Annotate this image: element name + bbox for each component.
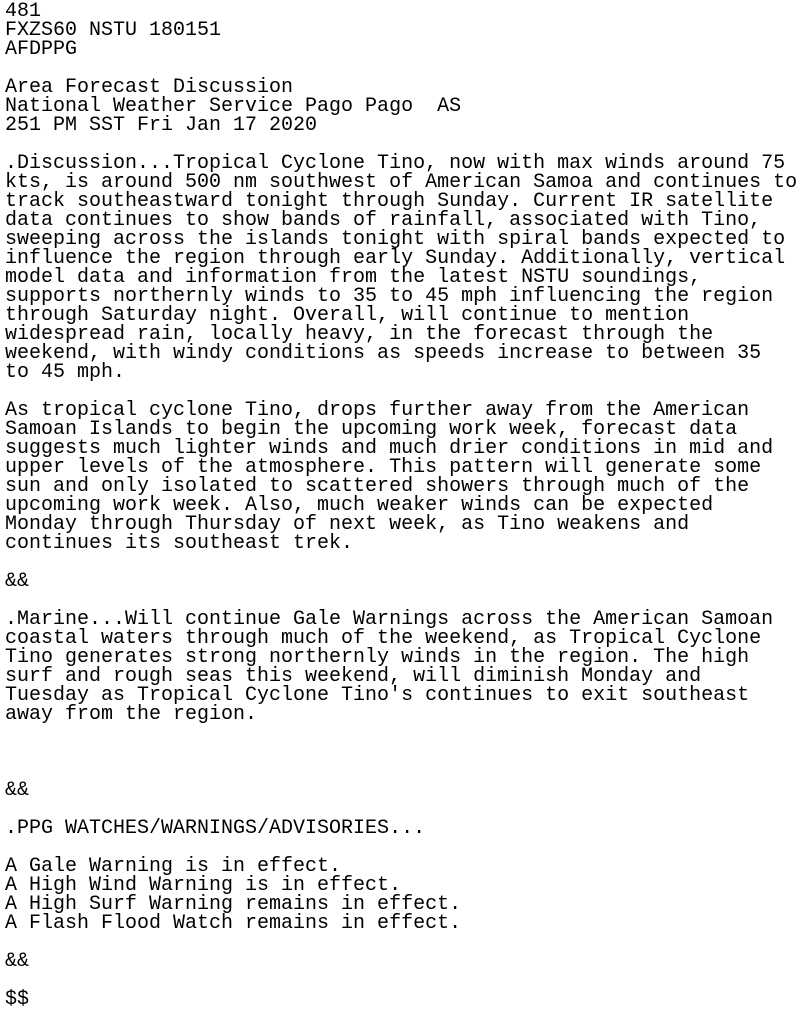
text-line: 481 — [5, 0, 42, 23]
text-line: FXZS60 NSTU 180151 — [5, 19, 222, 42]
text-line: $$ — [5, 988, 30, 1011]
text-line: Samoan Islands to begin the upcoming work week, forecast data — [5, 418, 738, 441]
text-line: through Saturday night. Overall, will continue to mention — [5, 304, 690, 327]
text-line: model data and information from the latest NSTU soundings, — [5, 266, 702, 289]
text-line: && — [5, 950, 30, 973]
text-line: Area Forecast Discussion — [5, 76, 294, 99]
text-line: Tino generates strong northernly winds in the region. The high — [5, 646, 750, 669]
text-line: A Flash Flood Watch remains in effect. — [5, 912, 462, 935]
text-line — [5, 724, 801, 743]
text-line: upcoming work week. Also, much weaker winds can be expected — [5, 494, 714, 517]
text-line: weekend, with windy conditions as speeds increase to between 35 — [5, 342, 762, 365]
text-line: 251 PM SST Fri Jan 17 2020 — [5, 114, 318, 137]
text-line: && — [5, 570, 30, 593]
text-line: data continues to show bands of rainfall, associated with Tino, — [5, 209, 762, 232]
text-line: As tropical cyclone Tino, drops further away from the American — [5, 399, 750, 422]
text-line: sweeping across the islands tonight with spiral bands expected to — [5, 228, 786, 251]
text-line: .PPG WATCHES/WARNINGS/ADVISORIES... — [5, 817, 426, 840]
text-line: suggests much lighter winds and much drier conditions in mid and — [5, 437, 774, 460]
text-line: Tuesday as Tropical Cyclone Tino's continues to exit southeast — [5, 684, 750, 707]
text-line: widespread rain, locally heavy, in the forecast through the — [5, 323, 714, 346]
text-line: influence the region through early Sunday. Additionally, vertical — [5, 247, 786, 270]
text-line: Monday through Thursday of next week, as Tino weakens and — [5, 513, 690, 536]
text-line: sun and only isolated to scattered showers through much of the — [5, 475, 750, 498]
text-line: && — [5, 779, 30, 802]
text-line: .Marine...Will continue Gale Warnings across the American Samoan — [5, 608, 774, 631]
text-line: surf and rough seas this weekend, will diminish Monday and — [5, 665, 702, 688]
text-line: AFDPPG — [5, 38, 78, 61]
text-line: .Discussion...Tropical Cyclone Tino, now with max winds around 75 — [5, 152, 786, 175]
text-line — [5, 743, 801, 762]
text-line: A High Surf Warning remains in effect. — [5, 893, 462, 916]
text-line — [5, 971, 801, 990]
text-line: to 45 mph. — [5, 361, 126, 384]
text-line: away from the region. — [5, 703, 258, 726]
text-line — [5, 933, 801, 952]
text-line: continues its southeast trek. — [5, 532, 354, 555]
text-line: A High Wind Warning is in effect. — [5, 874, 402, 897]
text-line: A Gale Warning is in effect. — [5, 855, 342, 878]
text-line — [5, 762, 801, 781]
text-line: track southeastward tonight through Sunday. Current IR satellite — [5, 190, 774, 213]
text-line: coastal waters through much of the weekend, as Tropical Cyclone — [5, 627, 762, 650]
text-line: supports northernly winds to 35 to 45 mph influencing the region — [5, 285, 774, 308]
text-line — [5, 553, 801, 572]
text-line: upper levels of the atmosphere. This pattern will generate some — [5, 456, 762, 479]
text-line: kts, is around 500 nm southwest of American Samoa and continues to — [5, 171, 798, 194]
text-line: National Weather Service Pago Pago AS — [5, 95, 462, 118]
